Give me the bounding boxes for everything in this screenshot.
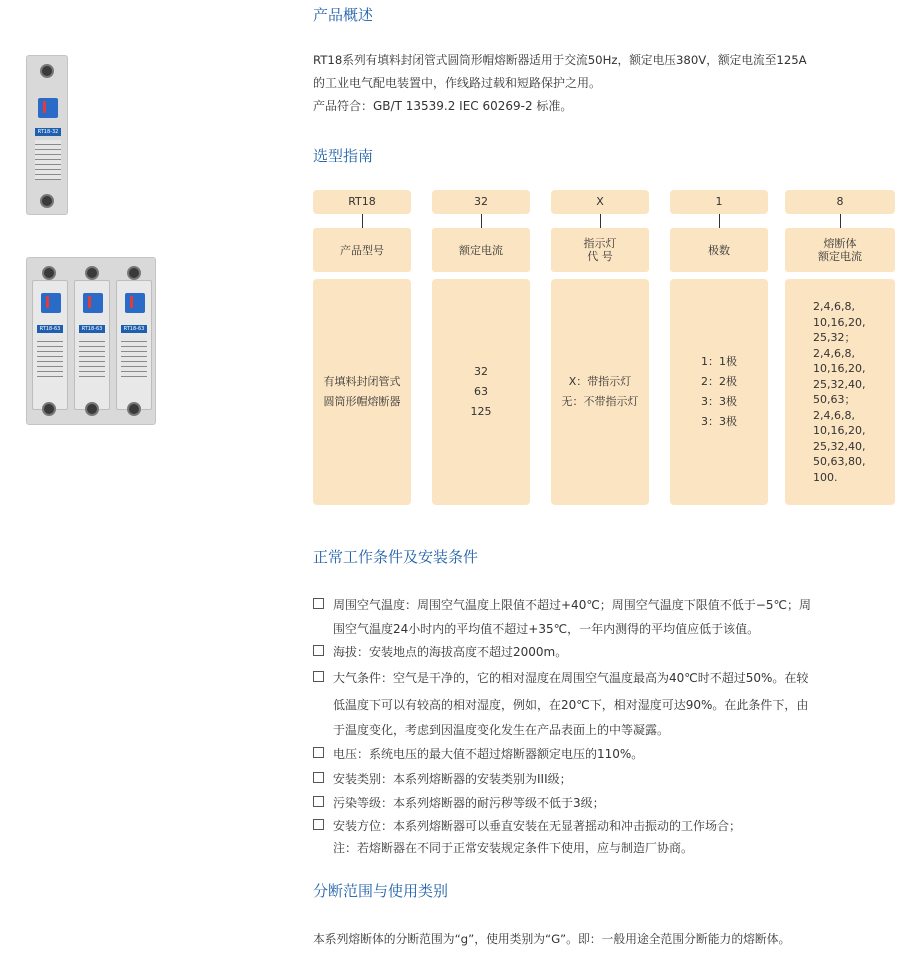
code-fuse-current: 8: [785, 190, 895, 214]
body-indicator-text: X：带指示灯 无：不带指示灯: [561, 375, 639, 408]
screw-icon: [127, 402, 141, 416]
connector-line: [362, 214, 363, 228]
checkbox-icon: [313, 819, 324, 830]
body-indicator: [551, 279, 649, 505]
breaking-title: 分断范围与使用类别: [313, 882, 449, 900]
rating-label: [121, 337, 147, 377]
connector-line: [719, 214, 720, 228]
condition-line: 于温度变化，考虑到因温度变化发生在产品表面上的中等凝露。: [333, 723, 670, 737]
header-current: 额定电流: [432, 228, 530, 272]
code-current: 32: [432, 190, 530, 214]
body-poles-text: 1：1极 2：2极 3：3极 3：3极: [701, 355, 737, 428]
screw-icon: [40, 194, 54, 208]
overview-line: 的工业电气配电装置中，作线路过载和短路保护之用。: [313, 76, 602, 90]
overview-line: RT18系列有填料封闭管式圆筒形帽熔断器适用于交流50Hz，额定电压380V，额定电流至125A: [313, 53, 807, 67]
code-model: RT18: [313, 190, 411, 214]
condition-line: 海拔：安装地点的海拔高度不超过2000m。: [333, 645, 568, 659]
checkbox-icon: [313, 598, 324, 609]
model-label: RT18-63: [121, 325, 147, 333]
condition-line: 围空气温度24小时内的平均值不超过+35℃，一年内测得的平均值应低于该值。: [333, 622, 760, 636]
condition-line: 周围空气温度：周围空气温度上限值不超过+40℃；周围空气温度下限值不低于−5℃；周: [333, 598, 811, 612]
model-label: RT18-63: [37, 325, 63, 333]
screw-icon: [85, 266, 99, 280]
body-current: [432, 279, 530, 505]
brand-logo-icon: [83, 293, 103, 313]
product-image-single: [26, 55, 68, 215]
condition-line: 安装类别：本系列熔断器的安装类别为III级；: [333, 772, 572, 786]
header-fuse-current: 熔断体 额定电流: [785, 228, 895, 272]
body-current-text: 32 63 125: [470, 365, 492, 418]
screw-icon: [40, 64, 54, 78]
body-poles: [670, 279, 768, 505]
code-poles: 1: [670, 190, 768, 214]
fuse-pole: [74, 280, 110, 410]
checkbox-icon: [313, 671, 324, 682]
connector-line: [481, 214, 482, 228]
rating-label: [35, 140, 61, 180]
connector-line: [840, 214, 841, 228]
code-indicator: X: [551, 190, 649, 214]
brand-logo-icon: [41, 293, 61, 313]
connector-line: [600, 214, 601, 228]
header-poles: 极数: [670, 228, 768, 272]
product-image-triple: [26, 257, 156, 425]
screw-icon: [127, 266, 141, 280]
checkbox-icon: [313, 796, 324, 807]
header-model: 产品型号: [313, 228, 411, 272]
condition-line: 污染等级：本系列熔断器的耐污秽等级不低于3级；: [333, 796, 605, 810]
condition-line: 低温度下可以有较高的相对湿度，例如，在20℃下，相对湿度可达90%。在此条件下，由: [333, 698, 809, 712]
fuse-pole: [32, 280, 68, 410]
breaking-text: 本系列熔断体的分断范围为“g”，使用类别为“G”。即：一般用途全范围分断能力的熔断体。: [313, 932, 791, 946]
overview-title: 产品概述: [313, 6, 374, 24]
condition-line: 电压：系统电压的最大值不超过熔断器额定电压的110%。: [333, 747, 644, 761]
screw-icon: [42, 266, 56, 280]
model-label: RT18-32: [35, 128, 61, 136]
condition-line: 大气条件：空气是干净的，它的相对湿度在周围空气温度最高为40℃时不超过50%。在较: [333, 671, 809, 685]
model-label: RT18-63: [79, 325, 105, 333]
screw-icon: [85, 402, 99, 416]
brand-logo-icon: [125, 293, 145, 313]
fuse-pole: [116, 280, 152, 410]
overview-line: 产品符合：GB/T 13539.2 IEC 60269-2 标准。: [313, 99, 573, 113]
screw-icon: [42, 402, 56, 416]
body-fuse-current-text: 2,4,6,8, 10,16,20, 25,32； 2,4,6,8, 10,16,20, 25,32,40, 50,63； 2,4,6,8, 10,16,20, 25,32,40, 50,63,80, 100.: [813, 300, 866, 484]
checkbox-icon: [313, 772, 324, 783]
checkbox-icon: [313, 747, 324, 758]
conditions-title: 正常工作条件及安装条件: [313, 548, 479, 566]
condition-line: 安装方位：本系列熔断器可以垂直安装在无显著摇动和冲击振动的工作场合；: [333, 819, 742, 833]
brand-logo-icon: [38, 98, 58, 118]
header-indicator: 指示灯 代 号: [551, 228, 649, 272]
body-model: [313, 279, 411, 505]
body-fuse-current: [785, 279, 895, 505]
checkbox-icon: [313, 645, 324, 656]
body-model-text: 有填料封闭管式 圆筒形帽熔断器: [323, 375, 401, 408]
condition-line: 注：若熔断器在不同于正常安装规定条件下使用，应与制造厂协商。: [333, 841, 694, 855]
rating-label: [79, 337, 105, 377]
guide-title: 选型指南: [313, 147, 374, 165]
rating-label: [37, 337, 63, 377]
